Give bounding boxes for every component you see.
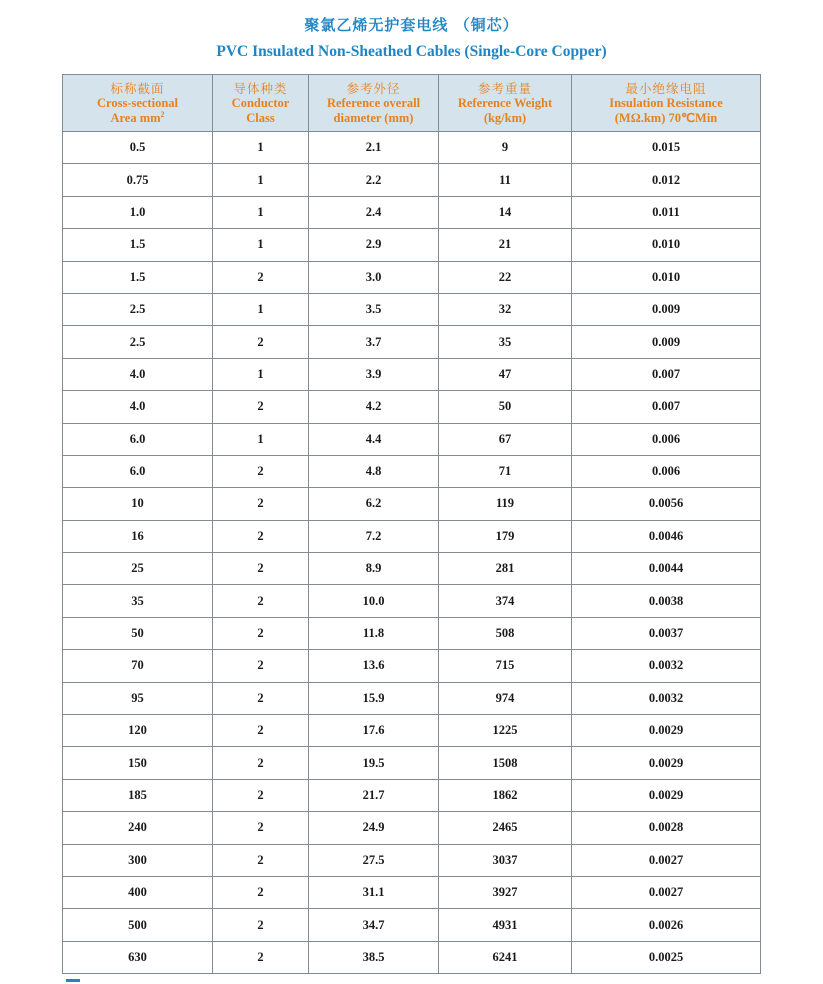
cell-area: 50 (63, 617, 213, 649)
cell-weight: 35 (439, 326, 572, 358)
footer-accent-bar (66, 979, 80, 982)
cell-conductor-class: 2 (213, 326, 309, 358)
cell-area: 0.75 (63, 164, 213, 196)
cell-diameter: 17.6 (309, 715, 439, 747)
cell-insulation-resistance: 0.009 (572, 326, 761, 358)
cell-diameter: 7.2 (309, 520, 439, 552)
cell-conductor-class: 1 (213, 132, 309, 164)
cell-area: 400 (63, 876, 213, 908)
cell-insulation-resistance: 0.0056 (572, 488, 761, 520)
header-conductor-class (213, 75, 309, 132)
cell-insulation-resistance: 0.006 (572, 455, 761, 487)
table-row (63, 682, 761, 714)
cell-conductor-class: 2 (213, 779, 309, 811)
cell-weight: 71 (439, 455, 572, 487)
cell-area: 70 (63, 650, 213, 682)
cell-conductor-class: 2 (213, 715, 309, 747)
cell-area: 16 (63, 520, 213, 552)
table-row (63, 779, 761, 811)
cell-conductor-class: 1 (213, 229, 309, 261)
cell-weight: 6241 (439, 941, 572, 973)
header-cn: 导体种类 (233, 80, 288, 96)
cell-insulation-resistance: 0.0046 (572, 520, 761, 552)
header-reference-diameter (309, 75, 439, 132)
header-en-line1: Cross-sectional (96, 95, 178, 110)
cell-weight: 119 (439, 488, 572, 520)
cell-insulation-resistance: 0.0032 (572, 682, 761, 714)
cell-insulation-resistance: 0.009 (572, 293, 761, 325)
cell-weight: 3927 (439, 876, 572, 908)
table-row (63, 488, 761, 520)
cell-insulation-resistance: 0.007 (572, 391, 761, 423)
cell-area: 240 (63, 812, 213, 844)
table-row (63, 585, 761, 617)
cell-conductor-class: 1 (213, 423, 309, 455)
cell-weight: 3037 (439, 844, 572, 876)
cell-conductor-class: 2 (213, 812, 309, 844)
cell-conductor-class: 2 (213, 261, 309, 293)
cell-conductor-class: 2 (213, 391, 309, 423)
cell-conductor-class: 2 (213, 747, 309, 779)
table-header-row (63, 75, 761, 132)
header-en-line1: Reference overall (326, 95, 421, 110)
cell-diameter: 10.0 (309, 585, 439, 617)
cell-weight: 508 (439, 617, 572, 649)
header-cross-sectional-area (63, 75, 213, 132)
table-row (63, 326, 761, 358)
cell-diameter: 21.7 (309, 779, 439, 811)
title-english: PVC Insulated Non-Sheathed Cables (Single-Core Copper) (216, 43, 607, 60)
cell-area: 500 (63, 909, 213, 941)
cell-diameter: 15.9 (309, 682, 439, 714)
cell-insulation-resistance: 0.0029 (572, 779, 761, 811)
cell-area: 120 (63, 715, 213, 747)
cell-conductor-class: 2 (213, 876, 309, 908)
cell-weight: 374 (439, 585, 572, 617)
cell-insulation-resistance: 0.006 (572, 423, 761, 455)
table-row (63, 812, 761, 844)
cell-diameter: 2.4 (309, 196, 439, 228)
cell-area: 35 (63, 585, 213, 617)
cell-weight: 67 (439, 423, 572, 455)
cell-area: 1.5 (63, 261, 213, 293)
cell-area: 630 (63, 941, 213, 973)
cell-conductor-class: 2 (213, 520, 309, 552)
title-chinese: 聚氯乙烯无护套电线 （铜芯） (304, 16, 519, 34)
cell-area: 0.5 (63, 132, 213, 164)
cell-conductor-class: 1 (213, 164, 309, 196)
table-row (63, 617, 761, 649)
table-row (63, 650, 761, 682)
cell-insulation-resistance: 0.0025 (572, 941, 761, 973)
table-row (63, 391, 761, 423)
cell-area: 10 (63, 488, 213, 520)
cell-diameter: 19.5 (309, 747, 439, 779)
cell-weight: 22 (439, 261, 572, 293)
cell-diameter: 27.5 (309, 844, 439, 876)
cell-insulation-resistance: 0.0032 (572, 650, 761, 682)
cell-weight: 1862 (439, 779, 572, 811)
cell-conductor-class: 2 (213, 909, 309, 941)
table-row (63, 844, 761, 876)
cell-insulation-resistance: 0.0038 (572, 585, 761, 617)
cell-conductor-class: 2 (213, 617, 309, 649)
cell-diameter: 3.7 (309, 326, 439, 358)
cell-conductor-class: 2 (213, 553, 309, 585)
table-body (63, 132, 761, 974)
header-cn: 参考外径 (346, 80, 401, 96)
cell-weight: 2465 (439, 812, 572, 844)
table-row (63, 455, 761, 487)
cell-conductor-class: 2 (213, 941, 309, 973)
cell-diameter: 34.7 (309, 909, 439, 941)
cell-diameter: 2.9 (309, 229, 439, 261)
table-row (63, 293, 761, 325)
cell-insulation-resistance: 0.0026 (572, 909, 761, 941)
cell-diameter: 8.9 (309, 553, 439, 585)
cell-weight: 9 (439, 132, 572, 164)
header-en-line1: Reference Weight (457, 95, 553, 110)
cell-insulation-resistance: 0.012 (572, 164, 761, 196)
cell-area: 1.5 (63, 229, 213, 261)
cell-diameter: 4.4 (309, 423, 439, 455)
cell-conductor-class: 2 (213, 455, 309, 487)
cell-diameter: 24.9 (309, 812, 439, 844)
cell-diameter: 3.0 (309, 261, 439, 293)
table-row (63, 164, 761, 196)
cell-diameter: 4.8 (309, 455, 439, 487)
cell-diameter: 2.2 (309, 164, 439, 196)
cell-insulation-resistance: 0.0037 (572, 617, 761, 649)
cell-area: 300 (63, 844, 213, 876)
table-row (63, 261, 761, 293)
header-en-line2: Class (246, 110, 275, 125)
cell-area: 95 (63, 682, 213, 714)
cell-area: 4.0 (63, 391, 213, 423)
cell-weight: 14 (439, 196, 572, 228)
cell-weight: 1508 (439, 747, 572, 779)
header-insulation-resistance (572, 75, 761, 132)
cell-weight: 4931 (439, 909, 572, 941)
cell-diameter: 4.2 (309, 391, 439, 423)
cell-weight: 50 (439, 391, 572, 423)
cell-area: 25 (63, 553, 213, 585)
header-reference-weight (439, 75, 572, 132)
cell-weight: 47 (439, 358, 572, 390)
cell-conductor-class: 2 (213, 488, 309, 520)
table-row (63, 747, 761, 779)
header-en-line2: diameter (mm) (333, 110, 414, 125)
cell-conductor-class: 1 (213, 293, 309, 325)
cell-area: 2.5 (63, 326, 213, 358)
cell-weight: 974 (439, 682, 572, 714)
cell-diameter: 6.2 (309, 488, 439, 520)
cell-area: 1.0 (63, 196, 213, 228)
cell-weight: 1225 (439, 715, 572, 747)
cell-area: 2.5 (63, 293, 213, 325)
table-row (63, 229, 761, 261)
cell-diameter: 38.5 (309, 941, 439, 973)
cell-diameter: 11.8 (309, 617, 439, 649)
cell-area: 6.0 (63, 423, 213, 455)
superscript: 2 (160, 109, 165, 119)
cell-insulation-resistance: 0.010 (572, 229, 761, 261)
cell-insulation-resistance: 0.0029 (572, 747, 761, 779)
table-row (63, 941, 761, 973)
cell-area: 150 (63, 747, 213, 779)
cell-conductor-class: 2 (213, 844, 309, 876)
cell-diameter: 2.1 (309, 132, 439, 164)
cell-conductor-class: 1 (213, 358, 309, 390)
cell-conductor-class: 1 (213, 196, 309, 228)
cell-insulation-resistance: 0.015 (572, 132, 761, 164)
table-row (63, 423, 761, 455)
header-cn: 最小绝缘电阻 (625, 80, 707, 96)
cell-insulation-resistance: 0.0027 (572, 844, 761, 876)
table-row (63, 715, 761, 747)
cell-insulation-resistance: 0.010 (572, 261, 761, 293)
cell-diameter: 31.1 (309, 876, 439, 908)
header-en-line1: Conductor (231, 95, 290, 110)
cell-weight: 32 (439, 293, 572, 325)
cell-weight: 715 (439, 650, 572, 682)
cell-diameter: 13.6 (309, 650, 439, 682)
header-en-line2: (kg/km) (483, 110, 527, 125)
cell-insulation-resistance: 0.011 (572, 196, 761, 228)
cell-diameter: 3.9 (309, 358, 439, 390)
cable-spec-table (62, 74, 761, 974)
table-row (63, 358, 761, 390)
cell-insulation-resistance: 0.0027 (572, 876, 761, 908)
cell-conductor-class: 2 (213, 682, 309, 714)
header-cn: 参考重量 (477, 80, 532, 96)
cell-weight: 179 (439, 520, 572, 552)
cell-insulation-resistance: 0.0029 (572, 715, 761, 747)
table-row (63, 909, 761, 941)
table-row (63, 520, 761, 552)
table-row (63, 132, 761, 164)
cell-area: 6.0 (63, 455, 213, 487)
cell-weight: 21 (439, 229, 572, 261)
cell-insulation-resistance: 0.0044 (572, 553, 761, 585)
header-en-line2: Area $mm^2$ (110, 109, 165, 125)
header-en-line1: Insulation Resistance (609, 95, 723, 110)
table-row (63, 196, 761, 228)
cell-conductor-class: 2 (213, 650, 309, 682)
header-en-line2: (MΩ.km) 70℃Min (614, 110, 718, 125)
table-row (63, 553, 761, 585)
cell-weight: 281 (439, 553, 572, 585)
cell-diameter: 3.5 (309, 293, 439, 325)
table-row (63, 876, 761, 908)
cell-insulation-resistance: 0.007 (572, 358, 761, 390)
cell-area: 4.0 (63, 358, 213, 390)
cell-weight: 11 (439, 164, 572, 196)
cell-insulation-resistance: 0.0028 (572, 812, 761, 844)
cell-conductor-class: 2 (213, 585, 309, 617)
cell-area: 185 (63, 779, 213, 811)
header-cn: 标称截面 (110, 80, 165, 96)
